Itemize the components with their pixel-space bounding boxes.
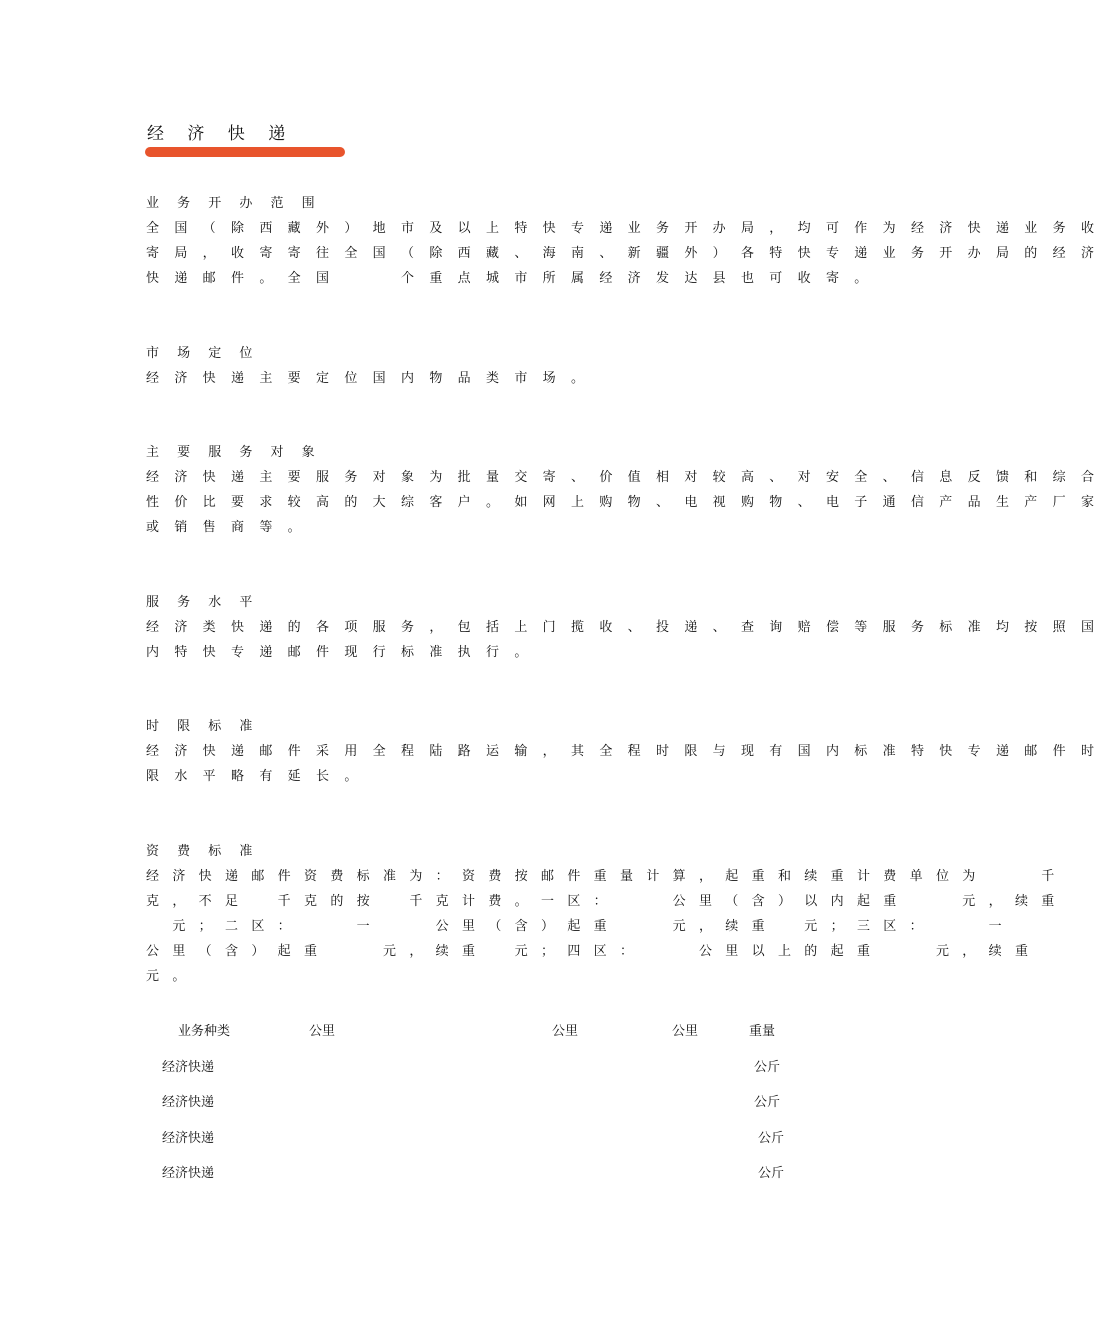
table-row-type: 经济快递 [162, 1131, 215, 1146]
section-line: 经 济 快 递 邮 件 资 费 标 准 为 ： 资 费 按 邮 件 重 量 计 算 ， 起 重 和 续 重 计 费 单 位 为 千 [146, 869, 1059, 884]
table-row-weight: 公斤 [754, 1060, 781, 1075]
section-service-targets [146, 440, 1100, 540]
section-heading: 市 场 定 位 [146, 346, 260, 361]
section-heading: 时 限 标 准 [146, 719, 260, 734]
table-row-type: 经济快递 [162, 1166, 215, 1181]
section-heading: 主 要 服 务 对 象 [146, 445, 322, 460]
section-line: 内 特 快 专 递 邮 件 现 行 标 准 执 行 。 [146, 645, 533, 660]
section-line: 公 里 （ 含 ） 起 重 元 ， 续 重 元 ； 四 区 ： 公 里 以 上 的 起 重 元 ， 续 重 [146, 944, 1033, 959]
table-row-type: 经济快递 [162, 1095, 215, 1110]
section-line: 经 济 快 递 主 要 定 位 国 内 物 品 类 市 场 。 [146, 371, 590, 386]
table-header-km: 公里 [552, 1024, 579, 1039]
section-heading: 业 务 开 办 范 围 [146, 196, 322, 211]
section-line: 全 国 （ 除 西 藏 外 ） 地 市 及 以 上 特 快 专 递 业 务 开 办 局 ， 均 可 作 为 经 济 快 递 业 务 收 [146, 221, 1100, 236]
section-line: 性 价 比 要 求 较 高 的 大 综 客 户 。 如 网 上 购 物 、 电 视 购 物 、 电 子 通 信 产 品 生 产 厂 家 [146, 495, 1100, 510]
section-line: 经 济 类 快 递 的 各 项 服 务 ， 包 括 上 门 揽 收 、 投 递 、 查 询 赔 偿 等 服 务 标 准 均 按 照 国 [146, 620, 1100, 635]
section-market-position [146, 341, 806, 391]
table-row-weight: 公斤 [758, 1166, 785, 1181]
section-time-standard [146, 714, 1100, 789]
section-line: 寄 局 ， 收 寄 寄 往 全 国 （ 除 西 藏 、 海 南 、 新 疆 外 ） 各 特 快 专 递 业 务 开 办 局 的 经 济 [146, 246, 1100, 261]
table-header-weight: 重量 [749, 1024, 776, 1039]
section-line: 经 济 快 递 邮 件 采 用 全 程 陆 路 运 输 ， 其 全 程 时 限 与 现 有 国 内 标 准 特 快 专 递 邮 件 时 [146, 744, 1100, 759]
table-header-business-type: 业务种类 [178, 1024, 231, 1039]
fee-table [146, 1014, 826, 1194]
table-row-type: 经济快递 [162, 1060, 215, 1075]
section-heading: 资 费 标 准 [146, 844, 260, 859]
section-fee-standard [146, 839, 1059, 989]
table-header-km: 公里 [309, 1024, 336, 1039]
page-title: 经 济 快 递 [147, 124, 295, 144]
section-line: 经 济 快 递 主 要 服 务 对 象 为 批 量 交 寄 、 价 值 相 对 较 高 、 对 安 全 、 信 息 反 馈 和 综 合 [146, 470, 1100, 485]
section-business-scope [146, 191, 1100, 291]
section-line: 克 ， 不 足 千 克 的 按 千 克 计 费 。 一 区 ： 公 里 （ 含 ） 以 内 起 重 元 ， 续 重 [146, 894, 1059, 909]
section-line: 元 。 [146, 969, 190, 984]
table-header-km: 公里 [672, 1024, 699, 1039]
section-line: 元 ； 二 区 ： 一 公 里 （ 含 ） 起 重 元 ， 续 重 元 ； 三 区 ： 一 [146, 919, 1007, 934]
section-service-level [146, 590, 1100, 665]
section-line: 快 递 邮 件 。 全 国 个 重 点 城 市 所 属 经 济 发 达 县 也 可 收 寄 。 [146, 271, 873, 286]
section-line: 或 销 售 商 等 。 [146, 520, 307, 535]
section-line: 限 水 平 略 有 延 长 。 [146, 769, 363, 784]
table-row-weight: 公斤 [754, 1095, 781, 1110]
title-underline-bar [145, 147, 345, 157]
section-heading: 服 务 水 平 [146, 595, 260, 610]
table-row-weight: 公斤 [758, 1131, 785, 1146]
